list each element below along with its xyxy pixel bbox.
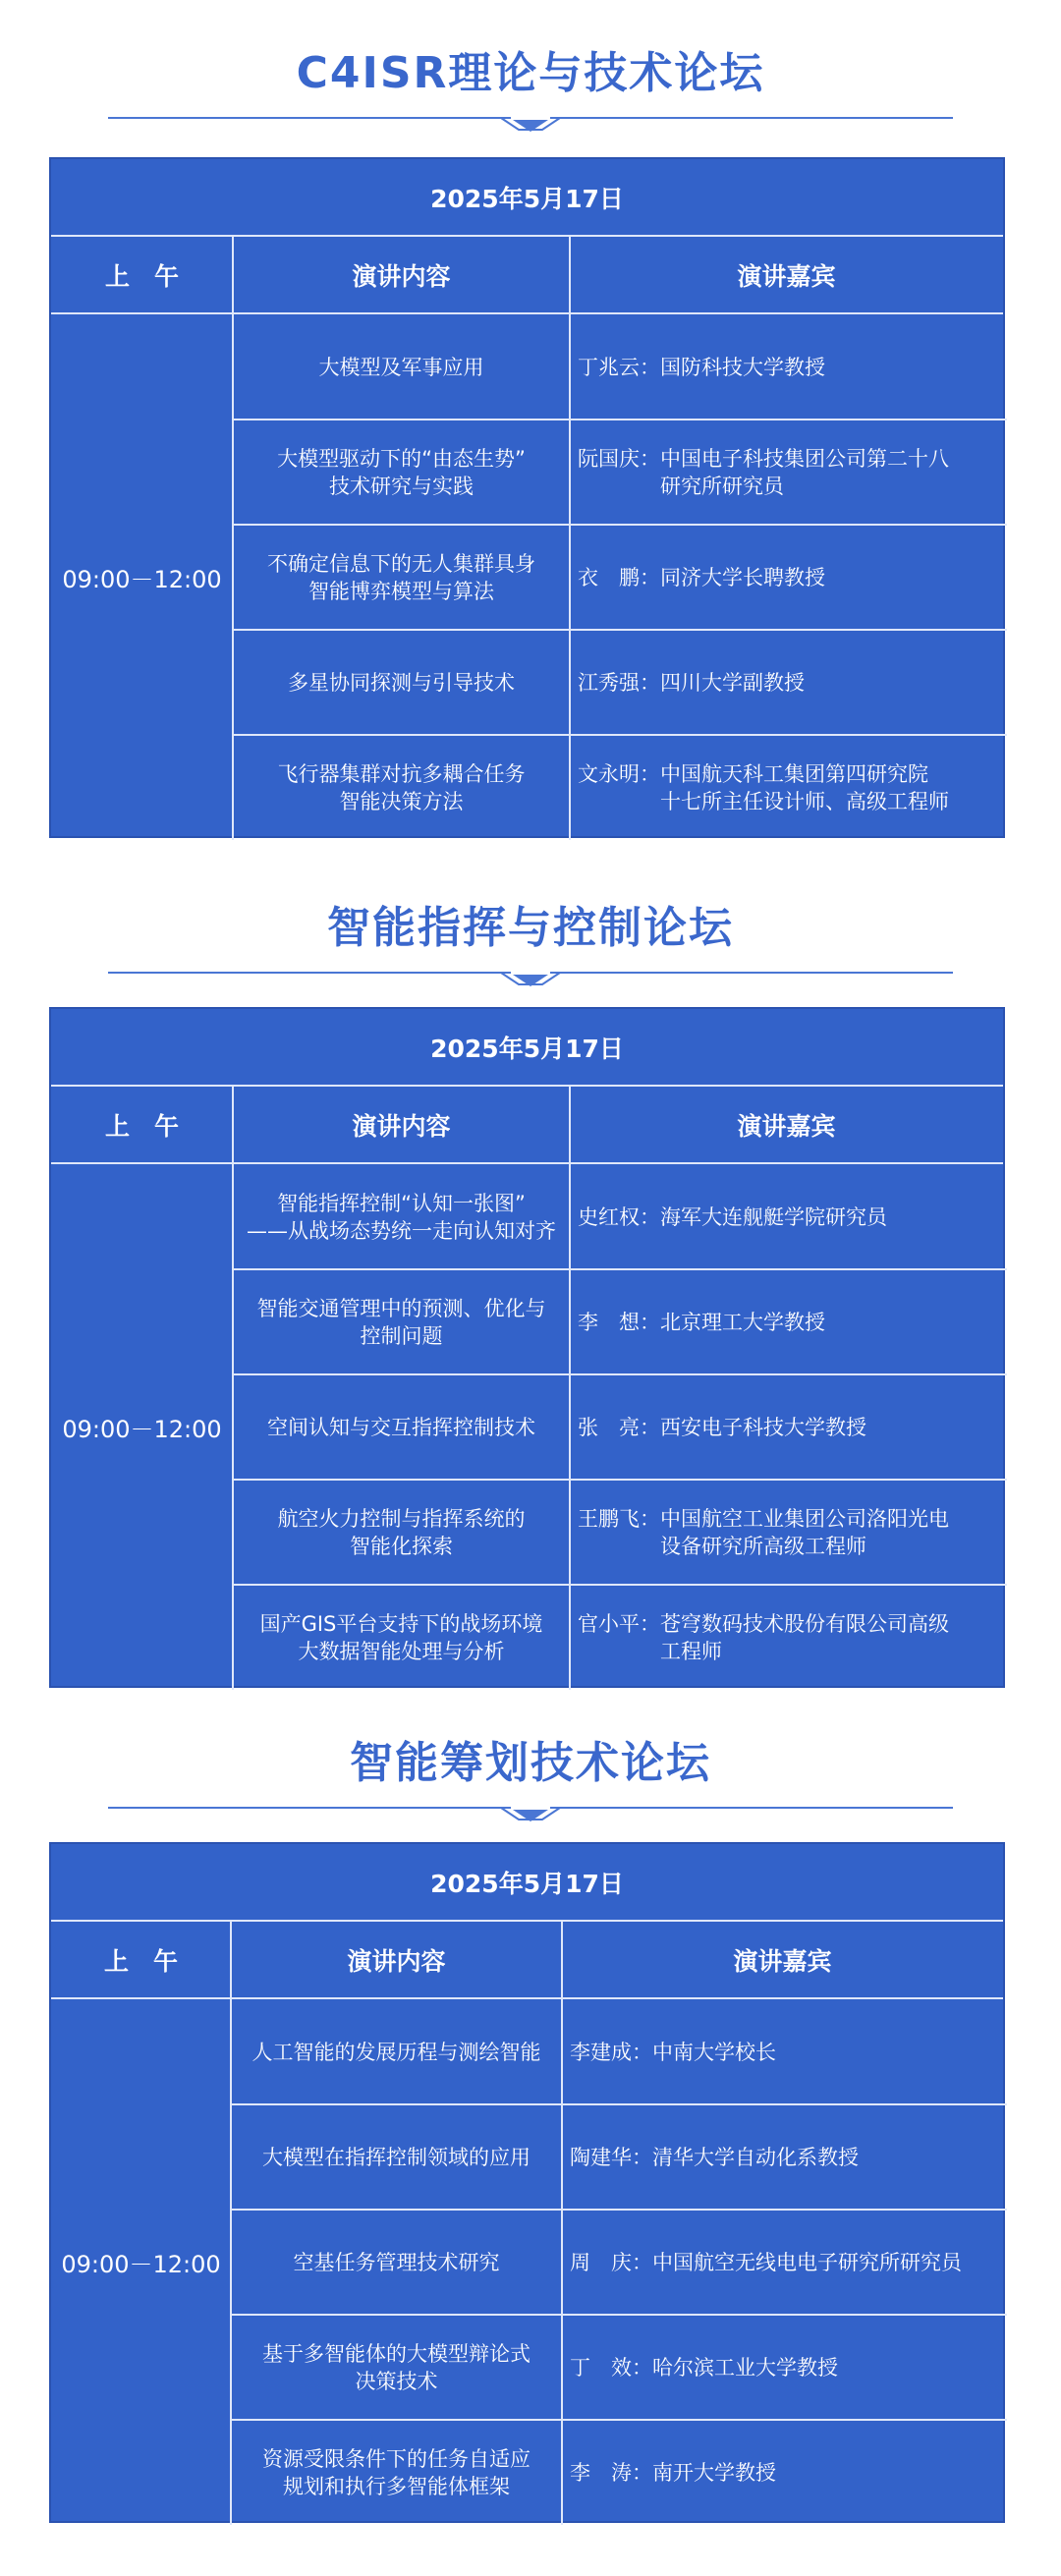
title-underline-decoration (108, 963, 953, 992)
talk-topic-line: 大模型及军事应用 (318, 355, 484, 379)
schedule-date: 2025年5月17日 (51, 1844, 1003, 1922)
header-topic: 演讲内容 (231, 1922, 562, 1999)
talk-topic-line: 空间认知与交互指挥控制技术 (267, 1415, 535, 1439)
speaker-entry (578, 1309, 825, 1336)
talk-topic-text (319, 354, 484, 381)
schedule-table (49, 1842, 1005, 2523)
header-speaker: 演讲嘉宾 (570, 237, 1003, 314)
talk-topic (233, 314, 570, 420)
speaker-affiliation (660, 760, 949, 815)
talk-topic-text (252, 2039, 541, 2066)
talk-topic (233, 525, 570, 630)
speaker-affiliation-line: 南开大学教授 (652, 2460, 776, 2485)
talk-topic (233, 1164, 570, 1269)
speaker-affiliation (652, 2459, 776, 2487)
speaker-name: 李建成： (570, 2040, 652, 2064)
speaker-name: 史红权： (578, 1204, 660, 1229)
talk-topic-line: 智能指挥控制“认知一张图” (277, 1191, 526, 1215)
talk-topic-line: 大模型驱动下的“由态生势” (277, 446, 526, 471)
header-speaker: 演讲嘉宾 (562, 1922, 1003, 1999)
speaker-affiliation-line: 中国航空工业集团公司洛阳光电 (660, 1506, 949, 1531)
talk-topic-text (267, 1414, 535, 1441)
speaker-name: 李 涛： (570, 2460, 652, 2485)
speaker-affiliation (660, 669, 805, 697)
talk-topic-text (288, 669, 515, 697)
header-period: 上 午 (51, 237, 233, 314)
speaker-entry (578, 1414, 866, 1441)
speaker-affiliation-line: 四川大学副教授 (660, 670, 805, 695)
talk-topic-text (247, 1190, 556, 1245)
speaker-name: 王鹏飞： (578, 1506, 660, 1531)
talk-speaker (570, 420, 1003, 525)
talk-speaker (570, 735, 1003, 840)
talk-topic (233, 1374, 570, 1480)
speaker-affiliation (652, 2354, 838, 2381)
speaker-affiliation-line: 西安电子科技大学教授 (660, 1415, 866, 1439)
talk-speaker (570, 1164, 1003, 1269)
session-time: 09:00－12:00 (61, 2251, 221, 2278)
speaker-name: 衣 鹏： (578, 565, 660, 589)
speaker-affiliation-line: 工程师 (660, 1639, 722, 1663)
speaker-affiliation-line: 同济大学长聘教授 (660, 565, 825, 589)
talk-speaker (562, 2420, 1003, 2525)
talk-topic (233, 420, 570, 525)
speaker-name: 江秀强： (578, 670, 660, 695)
talk-speaker (562, 2315, 1003, 2420)
speaker-entry (570, 2039, 776, 2066)
speaker-affiliation-line: 国防科技大学教授 (660, 355, 825, 379)
speaker-entry (570, 2459, 776, 2487)
speaker-affiliation-line: 设备研究所高级工程师 (660, 1534, 866, 1558)
talk-topic (231, 2420, 562, 2525)
talk-topic-line: 人工智能的发展历程与测绘智能 (251, 2040, 541, 2064)
talk-speaker (570, 1269, 1003, 1374)
speaker-name: 丁兆云： (578, 355, 660, 379)
speaker-affiliation-line: 十七所主任设计师、高级工程师 (660, 789, 949, 813)
talk-topic-line: 智能决策方法 (339, 789, 464, 813)
talk-speaker (570, 314, 1003, 420)
speaker-affiliation (660, 1309, 825, 1336)
speaker-entry (578, 760, 949, 815)
forum-title: 智能筹划技术论坛 (350, 1738, 711, 1788)
schedule-date: 2025年5月17日 (51, 1009, 1003, 1087)
header-topic: 演讲内容 (233, 237, 570, 314)
talk-speaker (570, 630, 1003, 735)
talk-topic-text (277, 445, 526, 500)
talk-topic-text (278, 1505, 526, 1560)
speaker-affiliation-line: 哈尔滨工业大学教授 (652, 2355, 838, 2380)
talk-topic (233, 1585, 570, 1690)
header-period: 上 午 (51, 1087, 233, 1164)
session-time: 09:00－12:00 (62, 1416, 222, 1443)
speaker-entry (578, 1204, 887, 1231)
talk-topic-text (260, 1610, 543, 1665)
speaker-affiliation (660, 1414, 866, 1441)
speaker-entry (578, 669, 805, 697)
talk-topic-text (257, 1295, 546, 1350)
speaker-affiliation (660, 354, 825, 381)
speaker-affiliation (652, 2039, 776, 2066)
speaker-affiliation (652, 2144, 859, 2171)
talk-topic-line: 国产GIS平台支持下的战场环境 (259, 1611, 543, 1636)
speaker-affiliation-line: 清华大学自动化系教授 (652, 2145, 859, 2169)
talk-topic-line: 大数据智能处理与分析 (298, 1639, 505, 1663)
talk-topic-line: 资源受限条件下的任务自适应 (262, 2446, 530, 2471)
talk-topic-text (294, 2249, 500, 2276)
talk-topic-line: 规划和执行多智能体框架 (283, 2474, 510, 2498)
speaker-affiliation-line: 中南大学校长 (652, 2040, 776, 2064)
talk-topic-line: 空基任务管理技术研究 (293, 2250, 500, 2274)
speaker-affiliation-line: 中国航天科工集团第四研究院 (660, 761, 928, 786)
talk-topic (231, 2210, 562, 2315)
talk-topic (231, 1999, 562, 2104)
speaker-affiliation (660, 564, 825, 591)
speaker-entry (578, 564, 825, 591)
talk-topic-text (267, 550, 535, 605)
speaker-entry (578, 445, 949, 500)
title-underline-decoration (108, 108, 953, 138)
talk-speaker (562, 2104, 1003, 2210)
speaker-affiliation (660, 445, 949, 500)
talk-topic (231, 2315, 562, 2420)
talk-topic-line: 多星协同探测与引导技术 (288, 670, 515, 695)
speaker-name: 陶建华： (570, 2145, 652, 2169)
talk-topic-text (262, 2340, 530, 2395)
talk-topic (233, 630, 570, 735)
speaker-name: 阮国庆： (578, 446, 660, 471)
talk-topic-line: 大模型在指挥控制领域的应用 (262, 2145, 530, 2169)
speaker-affiliation-line: 苍穹数码技术股份有限公司高级 (660, 1611, 949, 1636)
speaker-entry (570, 2249, 962, 2276)
talk-speaker (570, 1374, 1003, 1480)
talk-topic-line: 不确定信息下的无人集群具身 (267, 551, 535, 576)
speaker-entry (578, 1610, 949, 1665)
speaker-name: 官小平： (578, 1611, 660, 1636)
header-speaker: 演讲嘉宾 (570, 1087, 1003, 1164)
speaker-entry (578, 354, 825, 381)
schedule-date: 2025年5月17日 (51, 159, 1003, 237)
schedule-table (49, 1007, 1005, 1688)
talk-topic (233, 1480, 570, 1585)
speaker-affiliation (660, 1610, 949, 1665)
forum-title: 智能指挥与控制论坛 (327, 903, 734, 953)
talk-topic-line: ——从战场态势统一走向认知对齐 (247, 1218, 556, 1243)
header-topic: 演讲内容 (233, 1087, 570, 1164)
talk-speaker (570, 1585, 1003, 1690)
talk-speaker (570, 525, 1003, 630)
speaker-affiliation-line: 北京理工大学教授 (660, 1310, 825, 1334)
speaker-affiliation-line: 中国电子科技集团公司第二十八 (660, 446, 949, 471)
speaker-affiliation-line: 中国航空无线电电子研究所研究员 (652, 2250, 962, 2274)
schedule-table (49, 157, 1005, 838)
talk-speaker (562, 1999, 1003, 2104)
talk-topic-line: 智能化探索 (350, 1534, 453, 1558)
speaker-entry (570, 2354, 838, 2381)
speaker-affiliation-line: 海军大连舰艇学院研究员 (660, 1204, 887, 1229)
talk-topic-text (262, 2445, 530, 2500)
speaker-affiliation (660, 1204, 887, 1231)
talk-topic-line: 基于多智能体的大模型辩论式 (262, 2341, 530, 2366)
speaker-name: 周 庆： (570, 2250, 652, 2274)
talk-speaker (570, 1480, 1003, 1585)
talk-topic-line: 智能博弈模型与算法 (308, 579, 494, 603)
talk-topic-text (278, 760, 526, 815)
talk-topic (233, 735, 570, 840)
header-period: 上 午 (51, 1922, 231, 1999)
speaker-entry (570, 2144, 859, 2171)
forum-title: C4ISR理论与技术论坛 (296, 48, 765, 98)
talk-topic (231, 2104, 562, 2210)
speaker-affiliation-line: 研究所研究员 (660, 474, 784, 498)
title-underline-decoration (108, 1798, 953, 1827)
talk-topic-line: 控制问题 (360, 1323, 443, 1348)
talk-speaker (562, 2210, 1003, 2315)
speaker-name: 张 亮： (578, 1415, 660, 1439)
speaker-entry (578, 1505, 949, 1560)
talk-topic (233, 1269, 570, 1374)
talk-topic-text (262, 2144, 530, 2171)
talk-topic-line: 技术研究与实践 (328, 474, 474, 498)
session-time: 09:00－12:00 (62, 566, 222, 593)
speaker-affiliation (660, 1505, 949, 1560)
speaker-affiliation (652, 2249, 962, 2276)
talk-topic-line: 智能交通管理中的预测、优化与 (256, 1296, 546, 1320)
speaker-name: 李 想： (578, 1310, 660, 1334)
speaker-name: 丁 效： (570, 2355, 652, 2380)
speaker-name: 文永明： (578, 761, 660, 786)
talk-topic-line: 航空火力控制与指挥系统的 (277, 1506, 526, 1531)
talk-topic-line: 飞行器集群对抗多耦合任务 (277, 761, 526, 786)
talk-topic-line: 决策技术 (355, 2369, 438, 2393)
